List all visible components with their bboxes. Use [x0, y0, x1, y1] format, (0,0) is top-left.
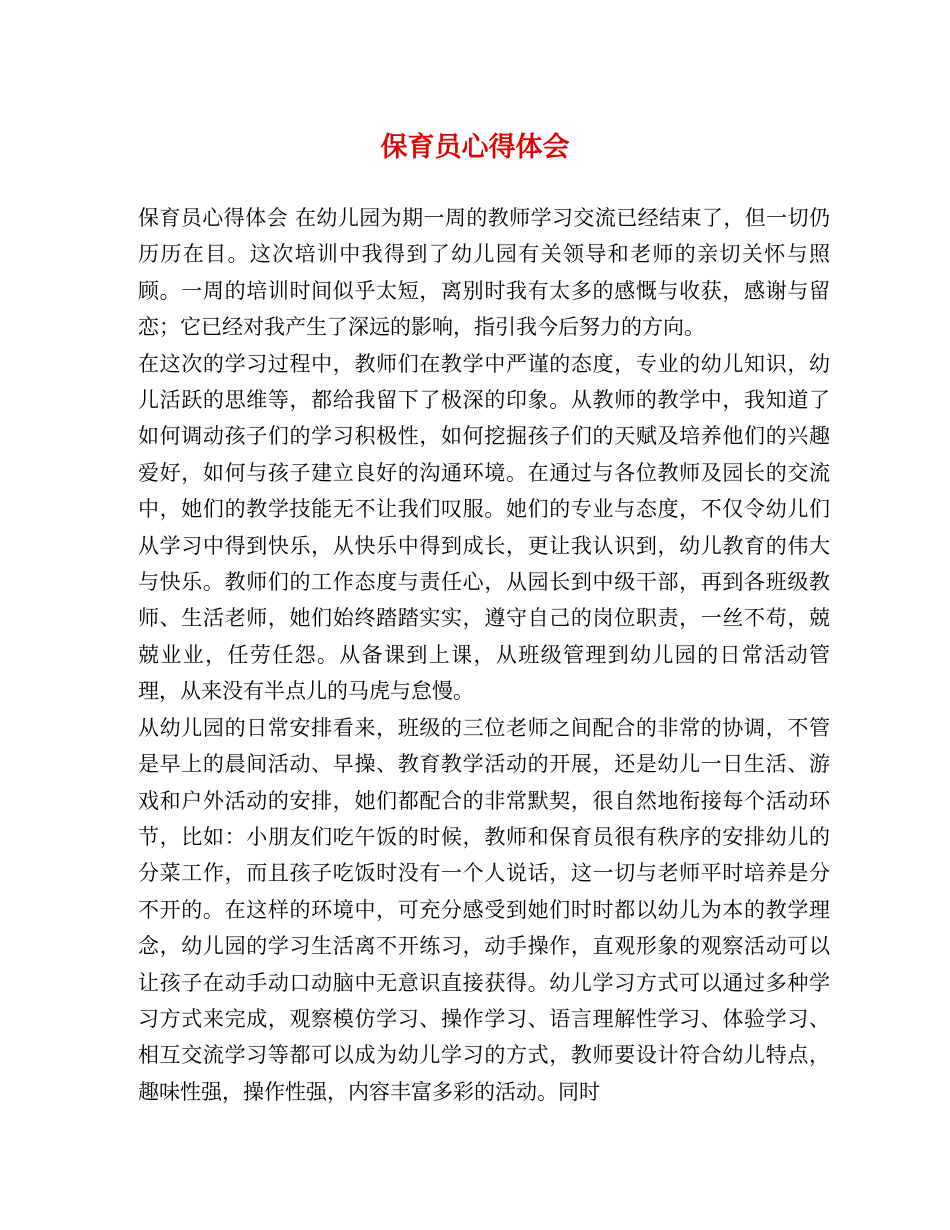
paragraph-2: 在这次的学习过程中，教师们在教学中严谨的态度，专业的幼儿知识，幼儿活跃的思维等，都给我留下了极深的印象。从教师的教学中，我知道了如何调动孩子们的学习积极性，如何挖掘孩子们的天赋及培养他们的兴趣爱好，如何与孩子建立良好的沟通环境。在通过与各位教师及园长的交流中，她们的教学技能无不让我们叹服。她们的专业与态度，不仅令幼儿们从学习中得到快乐，从快乐中得到成长，更让我认识到，幼儿教育的伟大与快乐。教师们的工作态度与责任心，从园长到中级干部，再到各班级教师、生活老师，她们始终踏踏实实，遵守自己的岗位职责，一丝不苟，兢兢业业，任劳任怨。从备课到上课，从班级管理到幼儿园的日常活动管理，从来没有半点儿的马虎与怠慢。: [138, 351, 830, 704]
paragraph-3: 从幼儿园的日常安排看来，班级的三位老师之间配合的非常的协调，不管是早上的晨间活动、早操、教育教学活动的开展，还是幼儿一日生活、游戏和户外活动的安排，她们都配合的非常默契，很自然地衔接每个活动环节，比如：小朋友们吃午饭的时候，教师和保育员很有秩序的安排幼儿的分菜工作，而且孩子吃饭时没有一个人说话，这一切与老师平时培养是分不开的。在这样的环境中，可充分感受到她们时时都以幼儿为本的教学理念，幼儿园的学习生活离不开练习，动手操作，直观形象的观察活动可以让孩子在动手动口动脑中无意识直接获得。幼儿学习方式可以通过多种学习方式来完成，观察模仿学习、操作学习、语言理解性学习、体验学习、相互交流学习等都可以成为幼儿学习的方式，教师要设计符合幼儿特点，趣味性强，操作性强，内容丰富多彩的活动。同时: [138, 715, 830, 1104]
document-title: 保育员心得体会: [380, 132, 570, 163]
paragraph-1: 保育员心得体会 在幼儿园为期一周的教师学习交流已经结束了，但一切仍历历在目。这次培训中我得到了幼儿园有关领导和老师的亲切关怀与照顾。一周的培训时间似乎太短，离别时我有太多的感慨与收获，感谢与留恋；它已经对我产生了深远的影响，指引我今后努力的方向。: [138, 206, 830, 340]
document-body: [138, 200, 830, 1110]
